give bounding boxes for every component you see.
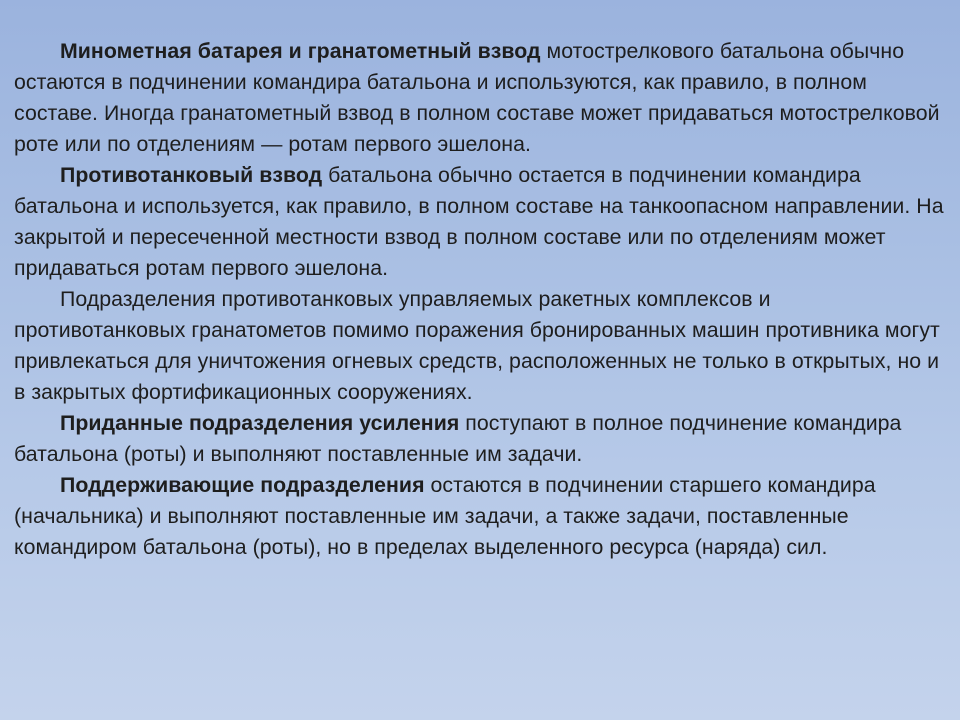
paragraph-lead: Приданные подразделения усиления — [60, 411, 460, 435]
paragraph-supporting-units — [14, 470, 946, 563]
paragraph-text: поступают в полное подчинение командира батальона (роты) и выполняют поставленные им задачи. — [14, 411, 902, 466]
paragraph-lead: Противотанковый взвод — [60, 163, 323, 187]
paragraph-lead: Минометная батарея и гранатометный взвод — [60, 39, 541, 63]
paragraph-text: мотострелкового батальона обычно остаются в подчинении командира батальона и используются, как правило, в полном составе. Иногда гранатометный взвод в полном составе может придаваться мотострелковой роте или по отделениям — ротам первого эшелона. — [14, 39, 940, 156]
paragraph-atgm-units — [14, 284, 946, 408]
paragraph-attached-units — [14, 408, 946, 470]
paragraph-text: Подразделения противотанковых управляемых ракетных комплексов и противотанковых гранатометов помимо поражения бронированных машин противника могут привлекаться для уничтожения огневых средств, расположенных не только в открытых, но и в закрытых фортификационных сооружениях. — [14, 287, 940, 404]
paragraph-antitank-platoon — [14, 160, 946, 284]
paragraph-lead: Поддерживающие подразделения — [60, 473, 425, 497]
slide-body-text — [14, 36, 946, 563]
paragraph-mortar-battery — [14, 36, 946, 160]
paragraph-text: батальона обычно остается в подчинении командира батальона и используется, как правило, в полном составе на танкоопасном направлении. На закрытой и пересеченной местности взвод в полном составе или по отделениям может придаваться ротам первого эшелона. — [14, 163, 944, 280]
paragraph-text: остаются в подчинении старшего командира (начальника) и выполняют поставленные им задачи, а также задачи, поставленные командиром батальона (роты), но в пределах выделенного ресурса (наряда) сил. — [14, 473, 876, 559]
